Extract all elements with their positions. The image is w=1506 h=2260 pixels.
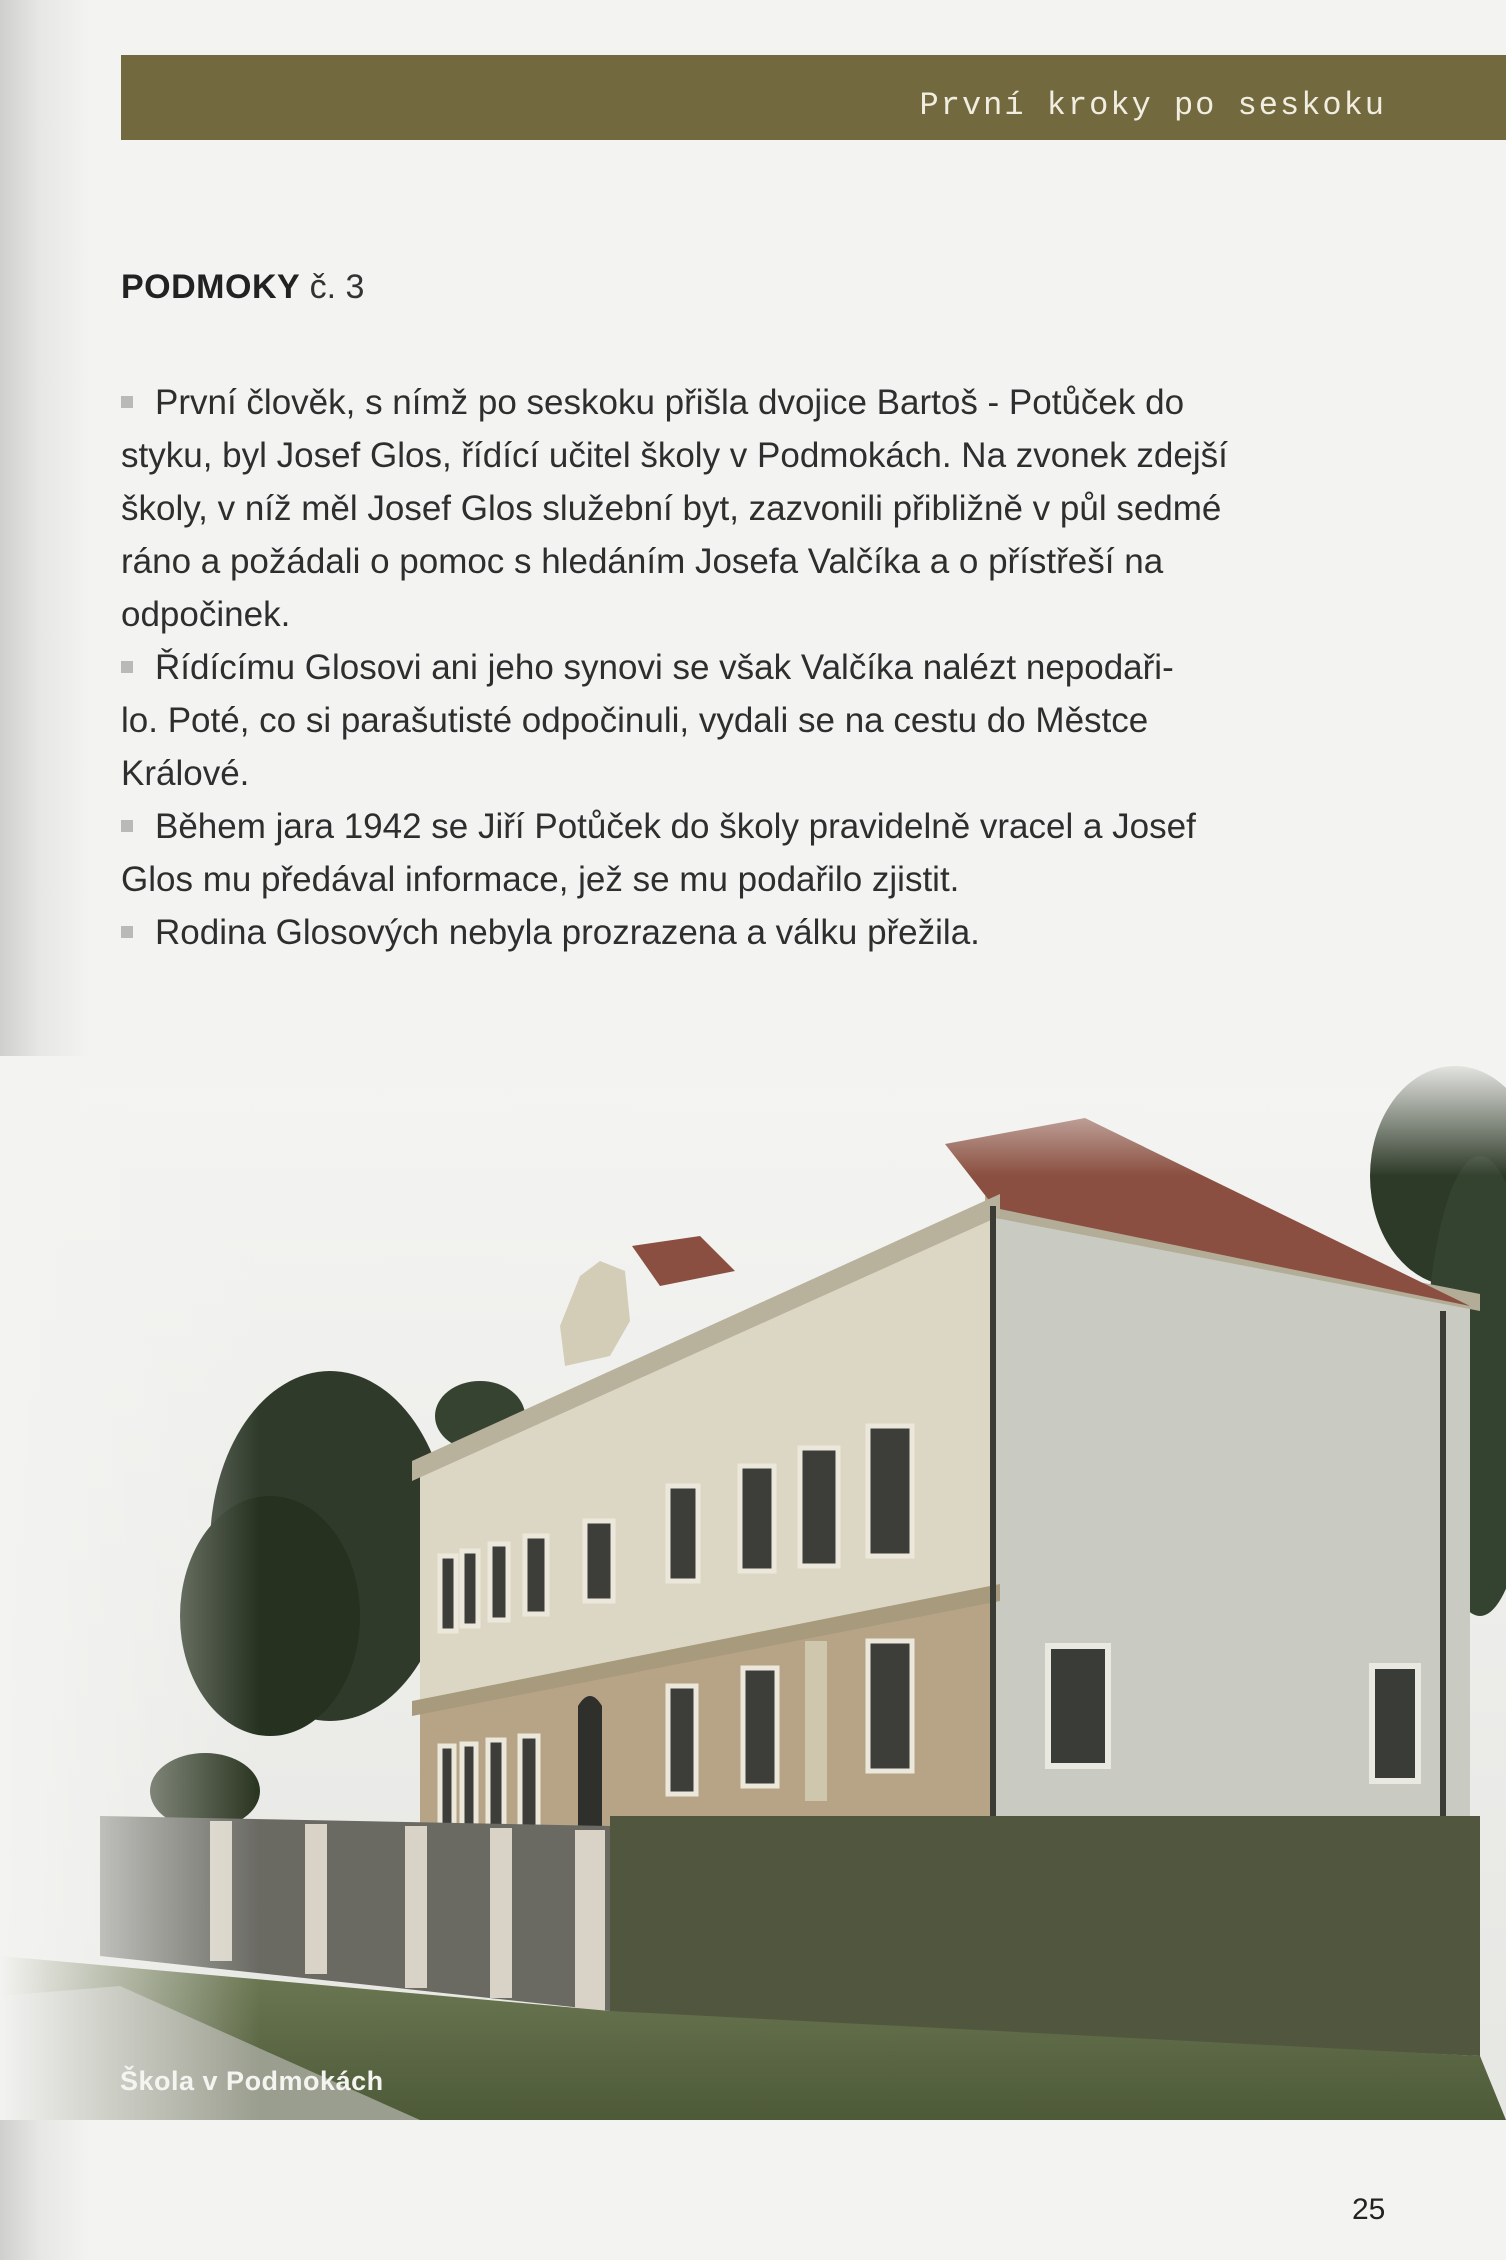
text-line: ráno a požádali o pomoc s hledáním Josefa Valčíka a o přístřeší na [121,542,1164,581]
paragraph [121,376,1381,641]
text-line: Glos mu předával informace, jež se mu podařilo zjistit. [121,860,960,899]
page-number: 25 [1352,2193,1386,2226]
body-text [121,376,1381,959]
text-line: Rodina Glosových nebyla prozrazena a válku přežila. [155,913,980,952]
square-bullet-icon [121,926,133,938]
square-bullet-icon [121,396,133,408]
photo-caption: Škola v Podmokách [120,2066,384,2096]
paragraph [121,906,1381,959]
header-band [121,55,1506,140]
text-line: školy, v níž měl Josef Glos služební byt, zazvonili přibližně v půl sedmé [121,489,1222,528]
paragraph [121,641,1381,800]
section-heading [121,268,364,307]
section-heading-place: PODMOKY [121,268,301,306]
school-photo [0,1056,1506,2120]
text-line: Během jara 1942 se Jiří Potůček do školy pravidelně vracel a Josef [155,807,1196,846]
text-line: styku, byl Josef Glos, řídící učitel školy v Podmokách. Na zvonek zdejší [121,436,1228,475]
square-bullet-icon [121,820,133,832]
square-bullet-icon [121,661,133,673]
section-heading-number: č. 3 [300,268,365,306]
text-line: Králové. [121,754,250,793]
text-line: První člověk, s nímž po seskoku přišla dvojice Bartoš - Potůček do [155,383,1185,422]
text-line: lo. Poté, co si parašutisté odpočinuli, vydali se na cestu do Městce [121,701,1149,740]
running-header-title: První kroky po seskoku [919,87,1386,124]
text-line: Řídícímu Glosovi ani jeho synovi se však Valčíka nalézt nepodaři- [155,648,1174,687]
paragraph [121,800,1381,906]
text-line: odpočinek. [121,595,291,634]
